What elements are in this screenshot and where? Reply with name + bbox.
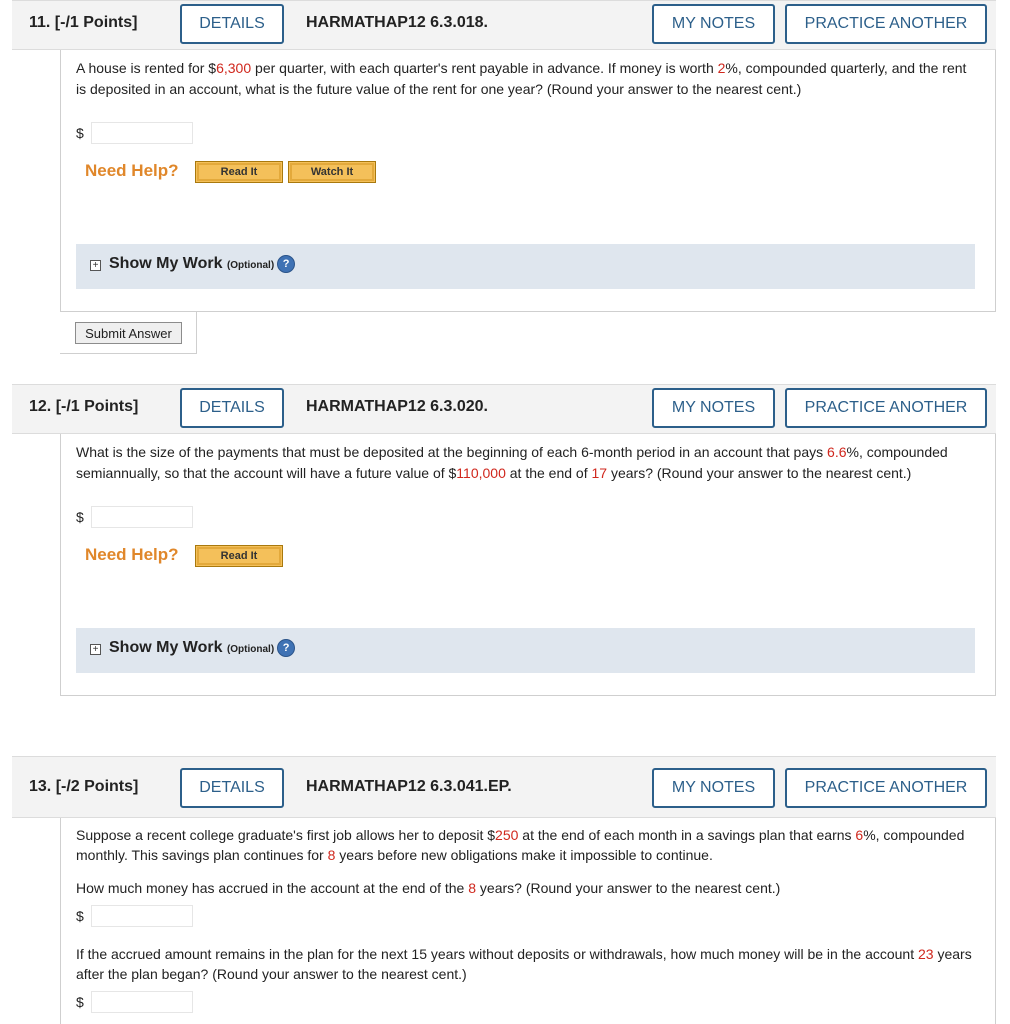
question-12-text: What is the size of the payments that must be deposited at the beginning of each 6-month period in an account that pays 6.6%, compounded semiannually, so that the account will have a future value of $110,000 at the end of 17 years? (Round your answer to the nearest cent.) <box>76 444 948 481</box>
read-it-button[interactable]: Read It <box>195 161 283 183</box>
question-11-header <box>12 0 996 50</box>
deposit-value: 250 <box>495 827 519 843</box>
practice-another-button[interactable]: PRACTICE ANOTHER <box>785 388 987 428</box>
read-it-button[interactable]: Read It <box>195 545 283 567</box>
question-11-text: A house is rented for $6,300 per quarter, with each quarter's rent payable in advance. If money is worth 2%, compounded quarterly, and the rent is deposited in an account, what is the future value of the rent for one year? (Round your answer to the nearest cent.) <box>76 60 967 97</box>
question-12-header <box>12 384 996 434</box>
question-13-part-1: How much money has accrued in the account at the end of the 8 years? (Round your answer to the nearest cent.) <box>76 880 781 896</box>
question-code: HARMATHAP12 6.3.018. <box>306 14 488 31</box>
years-value: 8 <box>468 880 477 896</box>
rate-value: 2 <box>717 60 726 76</box>
question-13-header <box>12 756 996 818</box>
my-notes-button[interactable]: MY NOTES <box>652 4 775 44</box>
question-code: HARMATHAP12 6.3.041.EP. <box>306 778 512 795</box>
practice-another-button[interactable]: PRACTICE ANOTHER <box>785 768 987 808</box>
dollar-sign: $ <box>76 908 84 924</box>
answer-input[interactable] <box>91 122 193 144</box>
help-question-icon[interactable]: ? <box>277 639 295 657</box>
rate-value: 6 <box>855 827 864 843</box>
question-number: 12. [-/1 Points] <box>29 398 139 415</box>
rate-value: 6.6 <box>827 444 847 460</box>
dollar-sign: $ <box>76 125 84 141</box>
future-value: 110,000 <box>456 465 506 481</box>
submit-answer-button[interactable]: Submit Answer <box>75 322 182 344</box>
details-button[interactable]: DETAILS <box>180 4 284 44</box>
years-value: 23 <box>918 946 934 962</box>
question-number: 13. [-/2 Points] <box>29 778 139 795</box>
details-button[interactable]: DETAILS <box>180 388 284 428</box>
help-question-icon[interactable]: ? <box>277 255 295 273</box>
dollar-sign: $ <box>76 994 84 1010</box>
details-button[interactable]: DETAILS <box>180 768 284 808</box>
question-number: 11. [-/1 Points] <box>29 14 138 31</box>
question-13-text: Suppose a recent college graduate's first job allows her to deposit $250 at the end of each month in a savings plan that earns 6%, compounded monthly. This savings plan continues for 8 years before new obligations make it impossible to continue. <box>76 827 965 863</box>
question-code: HARMATHAP12 6.3.020. <box>306 398 488 415</box>
question-13-part-2: If the accrued amount remains in the plan for the next 15 years without deposits or withdrawals, how much money will be in the account 23 years after the plan began? (Round your answer to the nearest cent.) <box>76 946 972 982</box>
need-help-label: Need Help? <box>85 545 179 564</box>
answer-input-part-2[interactable] <box>91 991 193 1013</box>
show-my-work-bar[interactable] <box>76 628 975 673</box>
rent-value: 6,300 <box>216 60 252 76</box>
my-notes-button[interactable]: MY NOTES <box>652 388 775 428</box>
practice-another-button[interactable]: PRACTICE ANOTHER <box>785 4 987 44</box>
show-my-work-label: Show My Work (Optional) ? <box>109 255 295 273</box>
divider <box>196 312 197 354</box>
dollar-sign: $ <box>76 509 84 525</box>
years-value: 17 <box>591 465 608 481</box>
years-value: 8 <box>327 847 336 863</box>
answer-input-part-1[interactable] <box>91 905 193 927</box>
need-help-label: Need Help? <box>85 161 179 180</box>
divider <box>60 353 197 354</box>
show-my-work-label: Show My Work (Optional) ? <box>109 639 295 657</box>
show-my-work-bar[interactable] <box>76 244 975 289</box>
watch-it-button[interactable]: Watch It <box>288 161 376 183</box>
expand-plus-icon[interactable]: + <box>90 260 101 271</box>
answer-input[interactable] <box>91 506 193 528</box>
my-notes-button[interactable]: MY NOTES <box>652 768 775 808</box>
expand-plus-icon[interactable]: + <box>90 644 101 655</box>
